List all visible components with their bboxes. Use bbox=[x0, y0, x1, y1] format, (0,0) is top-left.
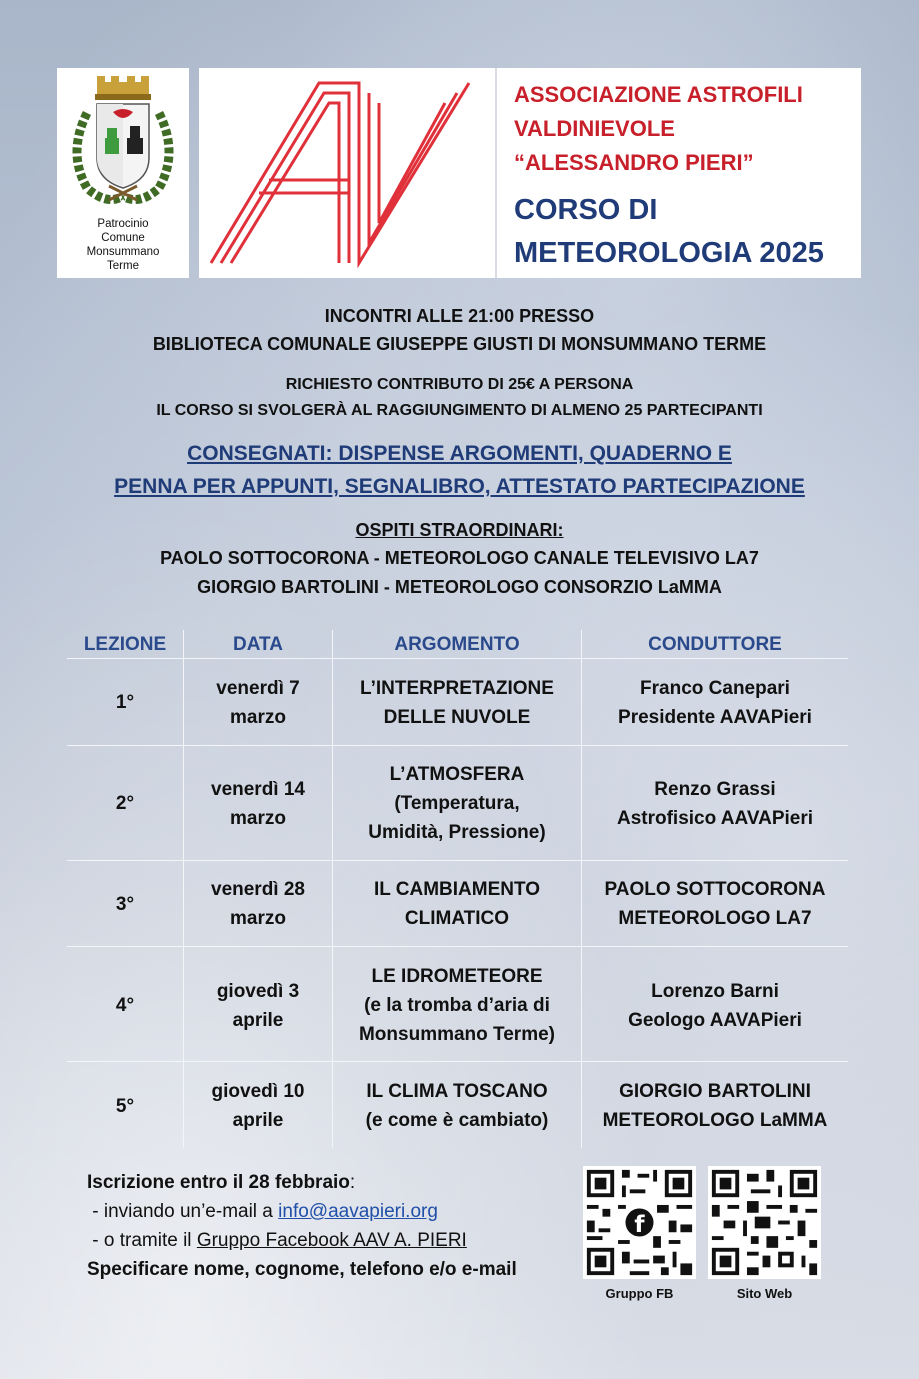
qr-website-label: Sito Web bbox=[736, 1286, 793, 1301]
registration-deadline: Iscrizione entro il 28 febbraio: bbox=[87, 1172, 356, 1193]
lesson-number: 1° bbox=[115, 692, 135, 713]
specify-details: Specificare nome, cognome, telefono e/o e-mail bbox=[87, 1259, 517, 1280]
course-title-line-2: METEOROLOGIA 2025 bbox=[514, 237, 824, 269]
lesson-topic: LE IDROMETEORE (e la tromba d’aria di Monsummano Terme) bbox=[358, 966, 555, 1045]
lesson-host: PAOLO SOTTOCORONA METEOROLOGO LA7 bbox=[604, 879, 826, 929]
av-logo-icon bbox=[199, 68, 495, 278]
guests-title: OSPITI STRAORDINARI: bbox=[355, 520, 564, 540]
row-divider bbox=[67, 1061, 848, 1062]
row-divider bbox=[67, 745, 848, 746]
lesson-topic: L’INTERPRETAZIONE DELLE NUVOLE bbox=[360, 678, 554, 728]
lesson-topic: L’ATMOSFERA (Temperatura, Umidità, Pressione) bbox=[368, 764, 546, 843]
association-name-line-2: VALDINIEVOLE bbox=[514, 116, 675, 141]
lesson-date: giovedì 3 aprile bbox=[216, 981, 300, 1031]
lesson-host: Lorenzo Barni Geologo AAVAPieri bbox=[628, 981, 802, 1031]
lesson-date: venerdì 14 marzo bbox=[211, 779, 305, 829]
facebook-instruction: - o tramite il Gruppo Facebook AAV A. PIERI bbox=[87, 1230, 467, 1251]
crest-panel bbox=[57, 68, 189, 278]
email-instruction: - inviando un’e-mail a info@aavapieri.org bbox=[87, 1201, 438, 1222]
meeting-place: BIBLIOTECA COMUNALE GIUSEPPE GIUSTI DI MONSUMMANO TERME bbox=[152, 334, 767, 354]
lesson-host: Franco Canepari Presidente AAVAPieri bbox=[618, 678, 812, 728]
lesson-host: GIORGIO BARTOLINI METEOROLOGO LaMMA bbox=[602, 1081, 828, 1131]
fee-info: RICHIESTO CONTRIBUTO DI 25€ A PERSONA bbox=[285, 376, 634, 393]
course-title-line-1: CORSO DI bbox=[514, 194, 658, 226]
delivered-materials-line-2: PENNA PER APPUNTI, SEGNALIBRO, ATTESTATO PARTECIPAZIONE bbox=[114, 475, 805, 498]
patronage-line-4: Terme bbox=[107, 260, 139, 272]
lesson-topic: IL CAMBIAMENTO CLIMATICO bbox=[373, 879, 541, 929]
patronage-line-2: Comune bbox=[101, 232, 145, 244]
header-lesson: LEZIONE bbox=[83, 634, 167, 655]
delivered-materials-line-1: CONSEGNATI: DISPENSE ARGOMENTI, QUADERNO E bbox=[187, 442, 732, 465]
lesson-number: 5° bbox=[115, 1096, 135, 1117]
guest-2: GIORGIO BARTOLINI - METEOROLOGO CONSORZIO LaMMA bbox=[197, 577, 722, 597]
lesson-topic: IL CLIMA TOSCANO (e come è cambiato) bbox=[365, 1081, 549, 1131]
lesson-number: 4° bbox=[115, 995, 135, 1016]
coat-of-arms-icon bbox=[57, 68, 189, 218]
lesson-date: giovedì 10 aprile bbox=[211, 1081, 305, 1131]
lesson-date: venerdì 7 marzo bbox=[216, 678, 300, 728]
header-topic: ARGOMENTO bbox=[394, 634, 520, 655]
header-divider bbox=[495, 68, 497, 278]
qr-code-website-icon[interactable] bbox=[708, 1166, 821, 1279]
qr-code-facebook-icon[interactable] bbox=[583, 1166, 696, 1279]
lesson-host: Renzo Grassi Astrofisico AAVAPieri bbox=[616, 779, 814, 829]
header-host: CONDUTTORE bbox=[648, 634, 782, 655]
lesson-date: venerdì 28 marzo bbox=[211, 879, 305, 929]
participants-info: IL CORSO SI SVOLGERÀ AL RAGGIUNGIMENTO DI ALMENO 25 PARTECIPANTI bbox=[156, 402, 763, 419]
header-date: DATA bbox=[233, 634, 283, 655]
row-divider bbox=[67, 946, 848, 947]
patronage-line-3: Monsummano bbox=[86, 246, 160, 258]
association-name-line-3: “ALESSANDRO PIERI” bbox=[514, 150, 754, 175]
lesson-number: 2° bbox=[115, 793, 135, 814]
meeting-time: INCONTRI ALLE 21:00 PRESSO bbox=[324, 306, 595, 326]
facebook-group-link[interactable]: Gruppo Facebook AAV A. PIERI bbox=[196, 1230, 467, 1251]
email-link[interactable]: info@aavapieri.org bbox=[278, 1201, 438, 1222]
association-name-line-1: ASSOCIAZIONE ASTROFILI bbox=[514, 82, 803, 107]
patronage-line-1: Patrocinio bbox=[97, 218, 149, 230]
guest-1: PAOLO SOTTOCORONA - METEOROLOGO CANALE TELEVISIVO LA7 bbox=[160, 548, 759, 568]
svg-text:f: f bbox=[634, 1209, 645, 1238]
qr-facebook-label: Gruppo FB bbox=[605, 1286, 674, 1301]
row-divider bbox=[67, 860, 848, 861]
row-divider bbox=[67, 658, 848, 659]
lesson-number: 3° bbox=[115, 894, 135, 915]
